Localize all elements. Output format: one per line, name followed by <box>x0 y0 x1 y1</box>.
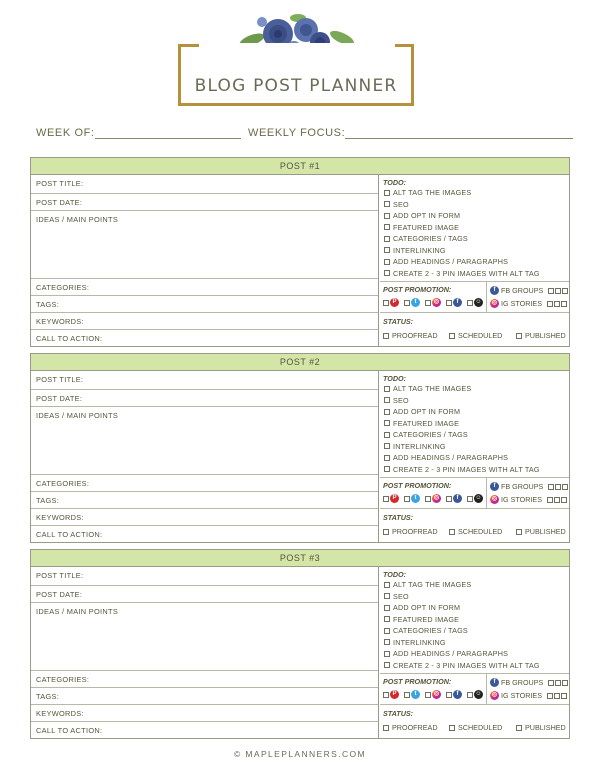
post-date-field[interactable]: POST DATE: <box>31 586 378 603</box>
tags-field[interactable]: TAGS: <box>31 688 378 705</box>
post-date-field[interactable]: POST DATE: <box>31 194 378 211</box>
call-to-action-field[interactable]: CALL TO ACTION: <box>36 334 103 343</box>
post-date-field[interactable]: POST DATE: <box>31 390 378 407</box>
checkbox[interactable] <box>384 432 390 438</box>
checkbox[interactable] <box>425 300 431 306</box>
checkbox[interactable] <box>446 692 452 698</box>
post-block <box>30 549 570 739</box>
call-to-action-field[interactable]: CALL TO ACTION: <box>36 530 103 539</box>
call-to-action-field[interactable]: CALL TO ACTION: <box>36 726 103 735</box>
checkbox[interactable] <box>562 680 568 686</box>
checkbox[interactable] <box>562 484 568 490</box>
todo-item[interactable]: ALT TAG THE IMAGES <box>384 580 540 592</box>
checkbox[interactable] <box>384 270 390 276</box>
post-fields <box>31 567 379 738</box>
status-option[interactable]: SCHEDULED <box>449 527 502 536</box>
checkbox[interactable] <box>446 496 452 502</box>
twitter-icon: t <box>411 298 420 307</box>
post-block <box>30 353 570 543</box>
checkbox[interactable] <box>384 628 390 634</box>
post-header: POST #2 <box>31 354 569 371</box>
todo-item[interactable]: CREATE 2 - 3 PIN IMAGES WITH ALT TAG <box>384 269 540 281</box>
checkbox[interactable] <box>562 288 568 294</box>
checkbox[interactable] <box>554 693 560 699</box>
instagram-icon: ◎ <box>491 692 498 698</box>
checkbox[interactable] <box>555 288 561 294</box>
checkbox[interactable] <box>384 582 390 588</box>
social-checkboxes <box>383 298 488 307</box>
snapchat-icon: ☺ <box>475 495 482 501</box>
facebook-icon: f <box>490 482 499 491</box>
checkbox[interactable] <box>384 386 390 392</box>
todo-item[interactable]: INTERLINKING <box>384 442 540 454</box>
todo-item[interactable]: SEO <box>384 592 540 604</box>
facebook-icon: f <box>453 690 462 699</box>
fb-groups-row: f FB GROUPS <box>490 482 568 491</box>
weekly-focus-label: WEEKLY FOCUS: <box>248 127 346 139</box>
categories-field[interactable]: CATEGORIES: <box>31 279 378 296</box>
checkbox[interactable] <box>554 301 560 307</box>
checkbox[interactable] <box>383 333 389 339</box>
post-header: POST #3 <box>31 550 569 567</box>
checkbox[interactable] <box>384 420 390 426</box>
todo-item[interactable]: CREATE 2 - 3 PIN IMAGES WITH ALT TAG <box>384 661 540 673</box>
checkbox[interactable] <box>383 529 389 535</box>
todo-item[interactable]: ADD HEADINGS / PARAGRAPHS <box>384 257 540 269</box>
categories-field[interactable]: CATEGORIES: <box>31 475 378 492</box>
todo-list <box>384 580 540 672</box>
instagram-icon: ◎ <box>491 300 498 306</box>
status-option[interactable]: PROOFREAD <box>383 527 438 536</box>
categories-field[interactable]: CATEGORIES: <box>31 671 378 688</box>
facebook-icon: f <box>453 298 462 307</box>
post-status <box>380 509 569 542</box>
keywords-field[interactable]: KEYWORDS: <box>31 509 378 526</box>
social-checkboxes <box>383 494 488 503</box>
todo-title: TODO: <box>383 374 407 383</box>
fb-groups-row: f FB GROUPS <box>490 286 568 295</box>
checkbox[interactable] <box>384 397 390 403</box>
ig-stories-row: ◎ IG STORIES <box>490 691 567 700</box>
checkbox[interactable] <box>384 236 390 242</box>
instagram-icon: ◎ <box>433 299 440 305</box>
checkbox[interactable] <box>516 333 522 339</box>
todo-item[interactable]: SEO <box>384 396 540 408</box>
todo-item[interactable]: FEATURED IMAGE <box>384 223 540 235</box>
post-header: POST #1 <box>31 158 569 175</box>
checkbox[interactable] <box>449 529 455 535</box>
facebook-icon: f <box>490 678 499 687</box>
todo-list <box>384 384 540 476</box>
tags-field[interactable]: TAGS: <box>31 492 378 509</box>
post-fields <box>31 371 379 542</box>
post-promotion <box>380 477 569 509</box>
post-checklist <box>380 175 569 346</box>
todo-item[interactable]: ADD OPT IN FORM <box>384 603 540 615</box>
checkbox[interactable] <box>384 455 390 461</box>
pinterest-icon: P <box>390 298 399 307</box>
divider <box>486 282 487 312</box>
title-frame <box>178 44 414 106</box>
instagram-icon: ◎ <box>433 691 440 697</box>
checkbox[interactable] <box>449 333 455 339</box>
promotion-title: POST PROMOTION: <box>383 481 452 490</box>
checkbox[interactable] <box>384 662 390 668</box>
checkbox[interactable] <box>555 484 561 490</box>
social-checkboxes <box>383 690 488 699</box>
post-status <box>380 705 569 738</box>
post-block <box>30 157 570 347</box>
checkbox[interactable] <box>548 680 554 686</box>
twitter-icon: t <box>411 494 420 503</box>
tags-field[interactable]: TAGS: <box>31 296 378 313</box>
todo-list <box>384 188 540 280</box>
instagram-icon: ◎ <box>491 496 498 502</box>
snapchat-icon: ☺ <box>475 691 482 697</box>
todo-title: TODO: <box>383 570 407 579</box>
checkbox[interactable] <box>384 213 390 219</box>
todo-item[interactable]: CATEGORIES / TAGS <box>384 430 540 442</box>
keywords-field[interactable]: KEYWORDS: <box>31 705 378 722</box>
todo-item[interactable]: INTERLINKING <box>384 638 540 650</box>
status-option[interactable]: PROOFREAD <box>383 723 438 732</box>
todo-item[interactable]: CATEGORIES / TAGS <box>384 626 540 638</box>
ideas-field[interactable]: IDEAS / MAIN POINTS <box>31 211 378 279</box>
status-option[interactable]: PUBLISHED <box>516 527 566 536</box>
status-title: STATUS: <box>383 317 414 326</box>
checkbox[interactable] <box>467 496 473 502</box>
checkbox[interactable] <box>384 259 390 265</box>
todo-item[interactable]: CATEGORIES / TAGS <box>384 234 540 246</box>
promotion-title: POST PROMOTION: <box>383 677 452 686</box>
ig-stories-row: ◎ IG STORIES <box>490 495 567 504</box>
weekly-focus-line <box>345 129 573 139</box>
post-promotion <box>380 673 569 705</box>
checkbox[interactable] <box>446 300 452 306</box>
checkbox[interactable] <box>384 247 390 253</box>
checkbox[interactable] <box>384 409 390 415</box>
checkbox[interactable] <box>467 692 473 698</box>
checkbox[interactable] <box>561 693 567 699</box>
status-option[interactable]: PUBLISHED <box>516 331 566 340</box>
checkbox[interactable] <box>449 725 455 731</box>
post-title-field[interactable]: POST TITLE: <box>31 175 378 194</box>
todo-item[interactable]: ALT TAG THE IMAGES <box>384 188 540 200</box>
divider <box>486 674 487 704</box>
checkbox[interactable] <box>383 300 389 306</box>
post-fields <box>31 175 379 346</box>
checkbox[interactable] <box>384 639 390 645</box>
checkbox[interactable] <box>384 190 390 196</box>
pinterest-icon: P <box>390 494 399 503</box>
checkbox[interactable] <box>404 692 410 698</box>
checkbox[interactable] <box>404 300 410 306</box>
facebook-icon: f <box>453 494 462 503</box>
checkbox[interactable] <box>547 497 553 503</box>
checkbox[interactable] <box>547 301 553 307</box>
ideas-field[interactable]: IDEAS / MAIN POINTS <box>31 603 378 671</box>
checkbox[interactable] <box>554 497 560 503</box>
checkbox[interactable] <box>384 224 390 230</box>
checkbox[interactable] <box>384 443 390 449</box>
post-promotion <box>380 281 569 313</box>
post-title-field[interactable]: POST TITLE: <box>31 567 378 586</box>
checkbox[interactable] <box>384 466 390 472</box>
checkbox[interactable] <box>561 301 567 307</box>
post-checklist <box>380 371 569 542</box>
todo-item[interactable]: ADD OPT IN FORM <box>384 211 540 223</box>
status-title: STATUS: <box>383 709 414 718</box>
status-option[interactable]: SCHEDULED <box>449 723 502 732</box>
checkbox[interactable] <box>383 725 389 731</box>
todo-item[interactable]: FEATURED IMAGE <box>384 419 540 431</box>
checkbox[interactable] <box>555 680 561 686</box>
snapchat-icon: ☺ <box>475 299 482 305</box>
divider <box>486 478 487 508</box>
todo-item[interactable]: CREATE 2 - 3 PIN IMAGES WITH ALT TAG <box>384 465 540 477</box>
checkbox[interactable] <box>516 529 522 535</box>
todo-item[interactable]: ADD HEADINGS / PARAGRAPHS <box>384 453 540 465</box>
checkbox[interactable] <box>384 616 390 622</box>
status-title: STATUS: <box>383 513 414 522</box>
checkbox[interactable] <box>548 288 554 294</box>
status-option[interactable]: PUBLISHED <box>516 723 566 732</box>
todo-title: TODO: <box>383 178 407 187</box>
promotion-title: POST PROMOTION: <box>383 285 452 294</box>
footer-credit: © MAPLEPLANNERS.COM <box>233 749 367 759</box>
checkbox[interactable] <box>516 725 522 731</box>
post-title-field[interactable]: POST TITLE: <box>31 371 378 390</box>
post-checklist <box>380 567 569 738</box>
checkbox[interactable] <box>383 692 389 698</box>
checkbox[interactable] <box>425 496 431 502</box>
checkbox[interactable] <box>547 693 553 699</box>
facebook-icon: f <box>490 286 499 295</box>
checkbox[interactable] <box>561 497 567 503</box>
checkbox[interactable] <box>384 605 390 611</box>
status-option[interactable]: PROOFREAD <box>383 331 438 340</box>
weekly-focus-field[interactable] <box>248 127 573 139</box>
checkbox[interactable] <box>425 692 431 698</box>
week-of-field[interactable] <box>36 127 241 139</box>
post-status <box>380 313 569 346</box>
checkbox[interactable] <box>383 496 389 502</box>
pinterest-icon: P <box>390 690 399 699</box>
checkbox[interactable] <box>384 593 390 599</box>
fb-groups-row: f FB GROUPS <box>490 678 568 687</box>
todo-item[interactable]: FEATURED IMAGE <box>384 615 540 627</box>
todo-item[interactable]: ADD HEADINGS / PARAGRAPHS <box>384 649 540 661</box>
page-title: BLOG POST PLANNER <box>194 76 398 96</box>
todo-item[interactable]: INTERLINKING <box>384 246 540 258</box>
ideas-field[interactable]: IDEAS / MAIN POINTS <box>31 407 378 475</box>
todo-item[interactable]: SEO <box>384 200 540 212</box>
week-of-label: WEEK OF: <box>36 127 95 139</box>
checkbox[interactable] <box>384 651 390 657</box>
week-of-line <box>95 129 241 139</box>
twitter-icon: t <box>411 690 420 699</box>
instagram-icon: ◎ <box>433 495 440 501</box>
keywords-field[interactable]: KEYWORDS: <box>31 313 378 330</box>
checkbox[interactable] <box>384 201 390 207</box>
checkbox[interactable] <box>404 496 410 502</box>
checkbox[interactable] <box>548 484 554 490</box>
todo-item[interactable]: ADD OPT IN FORM <box>384 407 540 419</box>
status-option[interactable]: SCHEDULED <box>449 331 502 340</box>
todo-item[interactable]: ALT TAG THE IMAGES <box>384 384 540 396</box>
ig-stories-row: ◎ IG STORIES <box>490 299 567 308</box>
checkbox[interactable] <box>467 300 473 306</box>
